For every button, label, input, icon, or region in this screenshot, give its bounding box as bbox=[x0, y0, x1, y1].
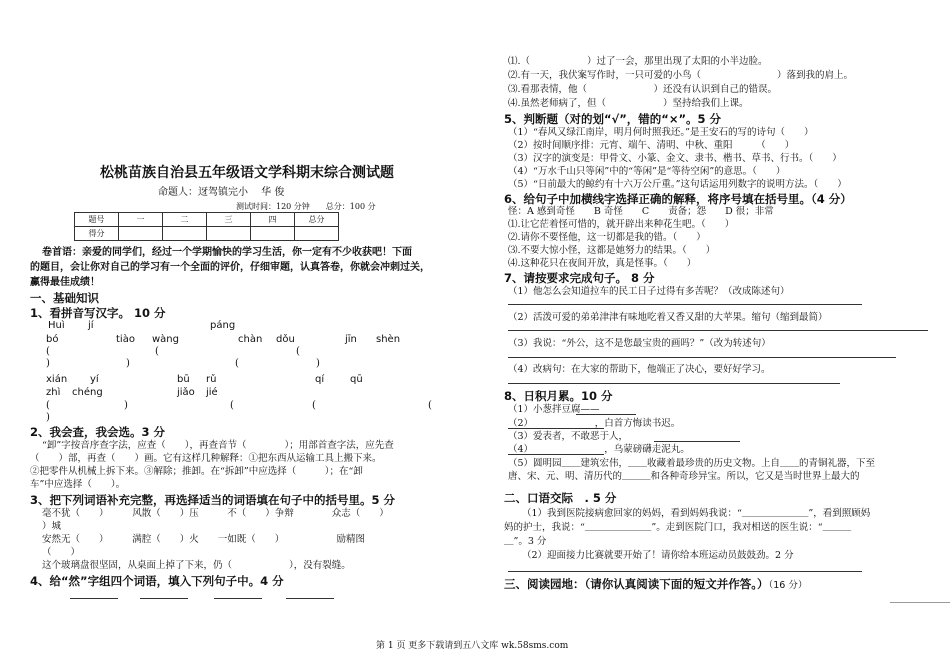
answer-line[interactable] bbox=[508, 330, 928, 331]
question-text: （4）改病句：在大家的帮助下，他端正了决心，要好好学习。 bbox=[508, 364, 771, 375]
pinyin: jí bbox=[88, 320, 94, 331]
question-text: （4）“万水千山只等闲”中的“等闲”是“等待空闲”的意思。（ ） bbox=[508, 166, 786, 177]
question-text: 安然无（ ） 满腔（ ）火 一如既（ ） 励精图 bbox=[42, 534, 366, 545]
pinyin: tiào bbox=[116, 334, 135, 345]
score-cell[interactable] bbox=[119, 227, 163, 241]
question-text: （3）我说：“外公，这不是您最宝贵的画吗？”（改为转述句） bbox=[508, 338, 771, 349]
intro-line: 卷首语：亲爱的同学们，经过一个学期愉快的学习生活，你一定有不少收获吧！下面 bbox=[42, 247, 412, 258]
question-text: 这个玻璃盘很坚固，从桌面上掉了下来，仍（ ），没有裂缝。 bbox=[42, 560, 351, 571]
question-heading: 7、请按要求完成句子。 8 分 bbox=[504, 271, 655, 285]
answer-line[interactable] bbox=[70, 598, 118, 599]
question-text: “卸”字按音序查字法，应查（ ），再查音节（ ）；用部首查字法，应先查 bbox=[42, 440, 394, 451]
score-cell[interactable] bbox=[251, 227, 295, 241]
question-heading: 8、日积月累。10 分 bbox=[504, 389, 613, 403]
section-points: （16 分） bbox=[768, 580, 808, 591]
question-heading: 6、给句子中加横线字选择正确的解释，将序号填在括号里。（4 分） bbox=[504, 192, 852, 206]
pinyin: páng bbox=[210, 320, 236, 331]
question-heading: 4、给“然”字组四个词语，填入下列句子中。4 分 bbox=[30, 574, 284, 588]
question-text: ⑵.请你不要怪他，这一切都是我的错。（ ） bbox=[508, 232, 706, 243]
question-text: ⑶.看那表情，他（ ）还没有认识到自己的错误。 bbox=[508, 84, 778, 95]
pinyin: Huì bbox=[48, 320, 65, 331]
pinyin: xián bbox=[46, 374, 68, 385]
score-table-score-row bbox=[75, 227, 339, 241]
pinyin: wàng bbox=[152, 334, 179, 345]
answer-blank[interactable]: ) bbox=[126, 358, 130, 369]
question-text: 妈的护士，我说：“＿＿＿＿＿＿＿”。走到医院门口，我对相送的医生说：“＿＿＿ bbox=[504, 522, 852, 533]
page-title: 松桃苗族自治县五年级语文学科期末综合测试题 bbox=[100, 165, 394, 181]
pinyin: chéng bbox=[72, 387, 103, 398]
page-footer: 第 1 页 更多下载请到五八文库 wk.58sms.com bbox=[376, 641, 569, 651]
question-heading: 5、判断题（对的划“√”，错的“×”。5 分 bbox=[504, 112, 722, 126]
pinyin: bó bbox=[46, 334, 59, 345]
answer-blank[interactable]: ( bbox=[312, 400, 316, 411]
answer-blank[interactable]: ( bbox=[296, 346, 300, 357]
question-text: ⑴.（ ）过了一会，那里出现了太阳的小半边脸。 bbox=[508, 56, 768, 67]
answer-blank[interactable]: ) bbox=[316, 358, 320, 369]
section-heading bbox=[504, 576, 807, 592]
question-text: ⑶.不要大惊小怪，这都是她努力的结果。（ ） bbox=[508, 245, 716, 256]
table-cell: 四 bbox=[251, 213, 295, 227]
score-cell[interactable] bbox=[207, 227, 251, 241]
pinyin: jīn bbox=[345, 334, 357, 345]
question-text: （2）迎面接力比赛就要开始了！请你给本班运动员鼓鼓劲。2 分 bbox=[522, 550, 794, 561]
answer-blank[interactable]: ) bbox=[46, 412, 50, 423]
question-text: （2）活泼可爱的弟弟津津有味地吃着又香又甜的大苹果。缩句（缩到最简） bbox=[508, 312, 828, 323]
table-cell: 得分 bbox=[75, 227, 119, 241]
question-text: 毫不犹（ ） 风散（ ）压 不（ ）争辩 众志（ ） bbox=[42, 508, 389, 519]
question-text: （1）我到医院接病愈回家的妈妈，看到妈妈我说：“＿＿＿＿＿＿＿”，看到照顾妈 bbox=[522, 508, 871, 519]
table-cell: 三 bbox=[207, 213, 251, 227]
pinyin: qí bbox=[315, 374, 325, 385]
pinyin: shèn bbox=[376, 334, 401, 345]
pinyin: zhì bbox=[46, 387, 61, 398]
table-cell: 题号 bbox=[75, 213, 119, 227]
intro-line: 的题目，会让你对自己的学习有一个全面的评价，仔细审题，认真答卷，你就会冲刺过关， bbox=[30, 262, 430, 273]
pinyin: chàn bbox=[238, 334, 263, 345]
question-text: 唐、宋、元、明、清历代的＿＿＿和各种奇珍异宝。所以，它又是当时世界上最大的 bbox=[508, 471, 860, 482]
time-line: 测试时间：120 分钟 总分：100 分 bbox=[236, 202, 376, 211]
answer-blank[interactable]: ( bbox=[46, 346, 50, 357]
question-text: （1）小葱拌豆腐—— bbox=[508, 404, 600, 415]
author-line: 命题人：迓驾镇完小 华 俊 bbox=[158, 187, 285, 198]
question-text: 车”中应选择（ ）。 bbox=[30, 479, 126, 490]
answer-blank[interactable]: ( bbox=[235, 358, 239, 369]
question-text: ）城 bbox=[42, 521, 62, 532]
question-text: （2）按时间顺序排：元宵、端午、清明、中秋、重阳 （ ） bbox=[508, 140, 795, 151]
answer-blank[interactable]: ( bbox=[230, 400, 234, 411]
divider bbox=[890, 602, 950, 603]
pinyin: rǔ bbox=[206, 374, 217, 385]
intro-line: 赢得最佳成绩！ bbox=[30, 277, 100, 288]
pinyin: jié bbox=[206, 387, 218, 398]
question-text: （5）“日前最大的鲸约有十六万公斤重。”这句话运用列数字的说明方法。（ ） bbox=[508, 179, 847, 190]
question-text: （1）“春风又绿江南岸，明月何时照我还。”是王安石的写的诗句（ ） bbox=[508, 127, 814, 138]
score-cell[interactable] bbox=[163, 227, 207, 241]
answer-line[interactable] bbox=[576, 414, 636, 415]
question-text: ⑵.有一天，我伏案写作时，一只可爱的小鸟（ ）落到我的肩上。 bbox=[508, 70, 854, 81]
question-text: （2） ，白首方悔读书迟。 bbox=[508, 418, 681, 429]
right-column bbox=[478, 0, 950, 658]
answer-line[interactable] bbox=[508, 357, 896, 358]
question-text: ⑷.这种花只在夜间开放，真是怪事。（ ） bbox=[508, 258, 697, 269]
question-text: （3）爱表者，不敢恶于人， bbox=[508, 431, 629, 442]
section-heading: 一、基础知识 bbox=[30, 291, 99, 305]
question-text: （4） ，乌蒙磅礴走泥丸。 bbox=[508, 444, 690, 455]
question-text: ＿”。3 分 bbox=[504, 536, 547, 547]
question-text: ⑴.让它茫着怪可惜的，就开辟出来种花生吧。（ ） bbox=[508, 219, 735, 230]
table-cell: 总分 bbox=[295, 213, 339, 227]
answer-blank[interactable]: ( bbox=[46, 400, 50, 411]
score-table-header-row bbox=[75, 213, 339, 227]
question-heading: 2、我会查，我会选。3 分 bbox=[30, 425, 166, 439]
question-text: ⑷.虽然老师病了，但（ ）坚持给我们上课。 bbox=[508, 98, 749, 109]
answer-line[interactable] bbox=[508, 304, 862, 305]
question-heading: 1、看拼音写汉字。 10 分 bbox=[30, 306, 166, 320]
table-cell: 一 bbox=[119, 213, 163, 227]
score-table bbox=[74, 212, 339, 241]
answer-line[interactable] bbox=[286, 598, 334, 599]
answer-blank[interactable]: ( bbox=[155, 346, 159, 357]
pinyin: jiǎo bbox=[177, 387, 195, 398]
question-heading: 3、把下列词语补充完整，再选择适当的词语填在句子中的括号里。5 分 bbox=[30, 493, 396, 507]
pinyin: bū bbox=[177, 374, 190, 385]
answer-line[interactable] bbox=[654, 441, 740, 442]
answer-blank[interactable]: ( bbox=[428, 400, 432, 411]
section-title: 三、阅读园地：（请你认真阅读下面的短文并作答。） bbox=[504, 577, 769, 591]
answer-line[interactable] bbox=[140, 598, 188, 599]
answer-blank[interactable]: ) bbox=[124, 400, 128, 411]
question-text: （3）汉字的演变是：甲骨文、小篆、金文、隶书、楷书、草书、行书。（ ） bbox=[508, 153, 842, 164]
pinyin: dǒu bbox=[276, 334, 295, 345]
question-text: （1）他怎么会知道拉车的民工日子过得有多苦呢？（改成陈述句） bbox=[508, 286, 790, 297]
table-cell: 二 bbox=[163, 213, 207, 227]
section-heading: 二、口语交际 . 5 分 bbox=[504, 491, 617, 505]
pinyin: qū bbox=[350, 374, 363, 385]
answer-blank[interactable]: ) bbox=[46, 358, 50, 369]
answer-line[interactable] bbox=[508, 383, 840, 384]
question-text: ②把零件从机械上拆下来。③解除；推卸。在“拆卸”中应选择（ ）；在“卸 bbox=[30, 466, 363, 477]
question-text: （ ） bbox=[42, 547, 81, 558]
pinyin: yí bbox=[90, 374, 99, 385]
answer-line[interactable] bbox=[214, 598, 262, 599]
question-text: （5）圆明园＿＿建筑宏伟，＿＿收藏着最珍贵的历史文物。上自＿＿的青铜礼器，下至 bbox=[508, 458, 876, 469]
question-text: （ ）部，再查（ ）画。它有这样几种解释：①把东西从运输工具上搬下来。 bbox=[30, 453, 382, 464]
question-options: 怪：A 感到奇怪 B 奇怪 C 责备；怨 D 很；非常 bbox=[508, 206, 774, 217]
answer-line[interactable] bbox=[508, 571, 862, 572]
score-cell[interactable] bbox=[295, 227, 339, 241]
